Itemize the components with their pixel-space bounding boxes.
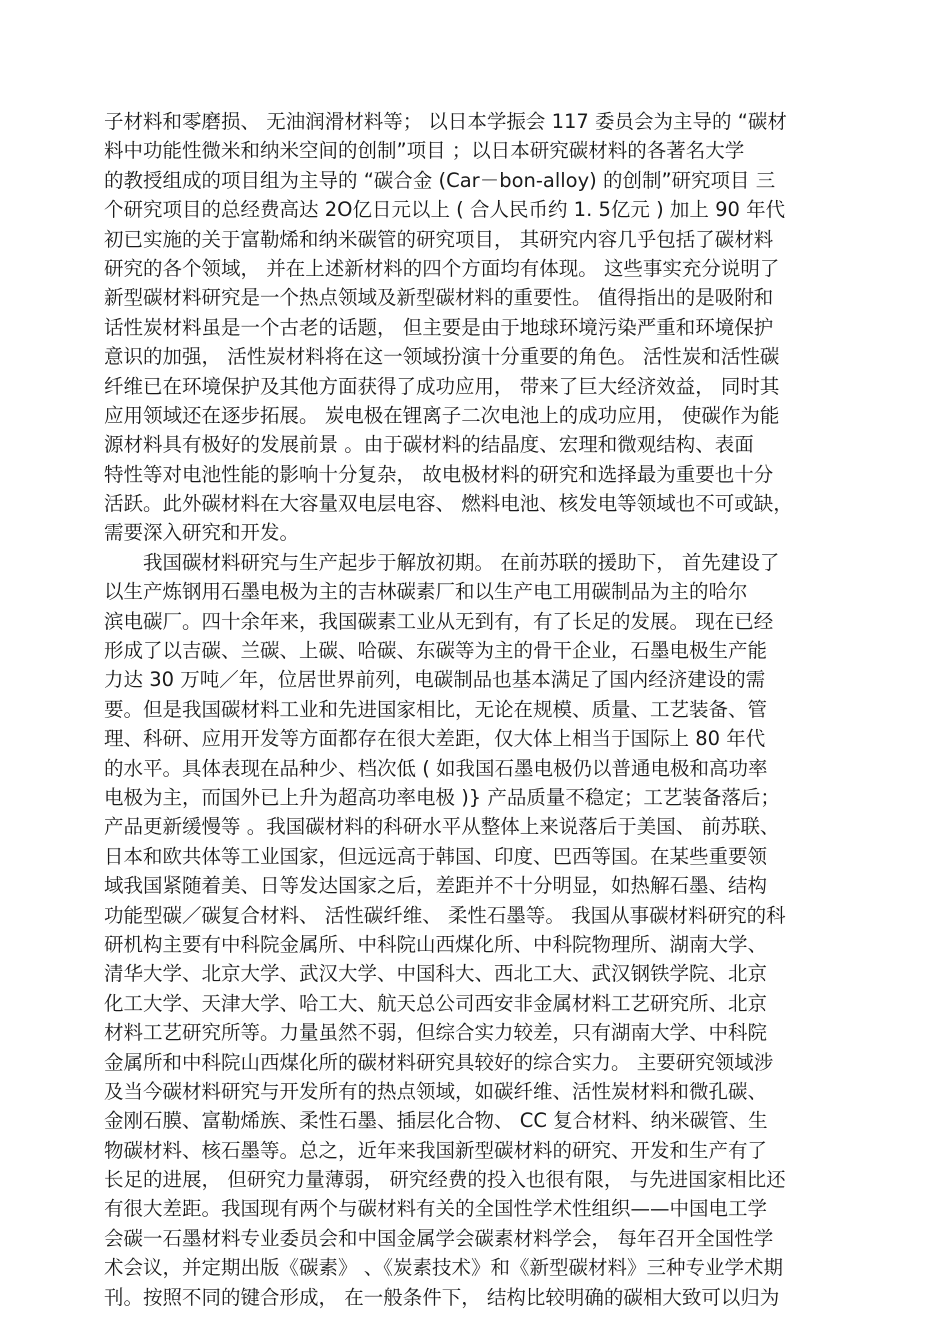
- text-line: 新型碳材料研究是一个热点领域及新型碳材料的重要性。 值得指出的是吸附和: [104, 286, 774, 310]
- text-line: 源材料具有极好的发展前景 。由于碳材料的结晶度、宏理和微观结构、表面: [104, 433, 754, 457]
- text-line: 需要深入研究和开发。: [104, 521, 300, 545]
- text-line: 研机构主要有中科院金属所、中科院山西煤化所、中科院物理所、湖南大学、: [104, 932, 768, 956]
- text-line: 意识的加强， 活性炭材料将在这一领域扮演十分重要的角色。 活性炭和活性碳: [104, 345, 780, 369]
- text-line: 产品更新缓慢等 。我国碳材料的科研水平从整体上来说落后于美国、 前苏联、: [104, 815, 780, 839]
- text-line: 化工大学、天津大学、哈工大、航天总公司西安非金属材料工艺研究所、北京: [104, 991, 768, 1015]
- text-line: 材料工艺研究所等。力量虽然不弱，但综合实力较差，只有湖南大学、中科院: [104, 1021, 768, 1045]
- paragraph-start-line: 我国碳材料研究与生产起步于解放初期。 在前苏联的援助下， 首先建设了: [104, 550, 780, 574]
- text-line: 的教授组成的项目组为主导的 “碳合金 (Car－bon-alloy) 的创制”研究项目 三: [104, 168, 776, 192]
- text-line: 长足的进展， 但研究力量薄弱， 研究经费的投入也很有限， 与先进国家相比还: [104, 1168, 786, 1192]
- text-line: 以生产炼钢用石墨电极为主的吉林碳素厂和以生产电工用碳制品为主的哈尔: [104, 580, 748, 604]
- text-line: 会碳一石墨材料专业委员会和中国金属学会碳素材料学会， 每年召开全国性学: [104, 1226, 774, 1250]
- text-line: 个研究项目的总经费高达 2O亿日元以上 ( 合人民币约 1. 5亿元 ) 加上 90 年代: [104, 198, 786, 222]
- text-line: 形成了以吉碳、兰碳、上碳、哈碳、东碳等为主的骨干企业，石墨电极生产能: [104, 639, 768, 663]
- text-line: 初已实施的关于富勒烯和纳米碳管的研究项目， 其研究内容几乎包括了碳材料: [104, 227, 774, 251]
- text-line: 日本和欧共体等工业国家，但远远高于韩国、印度、巴西等国。在某些重要领: [104, 844, 768, 868]
- text-line: 术会议，并定期出版《碳素》 、《炭素技术》和《新型碳材料》三种专业学术期: [104, 1256, 783, 1280]
- text-line: 活跃。此外碳材料在大容量双电层电容、 燃料电池、核发电等领域也不可或缺，: [104, 492, 793, 516]
- text-line: 金刚石膜、富勒烯族、柔性石墨、插层化合物、 CC 复合材料、纳米碳管、生: [104, 1109, 768, 1133]
- text-line: 域我国紧随着美、日等发达国家之后，差距并不十分明显，如热解石墨、结构: [104, 874, 768, 898]
- text-line: 的水平。具体表现在品种少、档次低 ( 如我国石墨电极仍以普通电极和高功率: [104, 756, 768, 780]
- text-line: 功能型碳／碳复合材料、 活性碳纤维、 柔性石墨等。 我国从事碳材料研究的科: [104, 903, 786, 927]
- text-line: 电极为主，而国外已上升为超高功率电极 )} 产品质量不稳定；工艺装备落后；: [104, 785, 780, 809]
- text-line: 清华大学、北京大学、武汉大学、中国科大、西北工大、武汉钢铁学院、北京: [104, 962, 768, 986]
- text-line: 金属所和中科院山西煤化所的碳材料研究具较好的综合实力。 主要研究领域涉: [104, 1050, 774, 1074]
- text-line: 话性炭材料虽是一个古老的话题， 但主要是由于地球环境污染严重和环境保护: [104, 315, 774, 339]
- text-line: 及当今碳材料研究与开发所有的热点领域，如碳纤维、活性炭材料和微孔碳、: [104, 1079, 768, 1103]
- text-line: 特性等对电池性能的影响十分复杂， 故电极材料的研究和选择最为重要也十分: [104, 462, 774, 486]
- text-line: 要。但是我国碳材料工业和先进国家相比，无论在规模、质量、工艺装备、管: [104, 697, 768, 721]
- text-line: 滨电碳厂。四十余年来，我国碳素工业从无到有，有了长足的发展。 现在已经: [104, 609, 774, 633]
- text-line: 力达 30 万吨／年，位居世界前列，电碳制品也基本满足了国内经济建设的需: [104, 668, 766, 692]
- text-line: 刊。按照不同的键合形成， 在一般条件下， 结构比较明确的碳相大致可以归为: [104, 1285, 780, 1309]
- text-line: 应用领域还在逐步拓展。 炭电极在锂离子二次电池上的成功应用， 使碳作为能: [104, 403, 780, 427]
- text-line: 研究的各个领域， 并在上述新材料的四个方面均有体现。 这些事实充分说明了: [104, 256, 780, 280]
- text-line: 理、科研、应用开发等方面都存在很大差距，仅大体上相当于国际上 80 年代: [104, 727, 766, 751]
- text-line: 纤维已在环境保护及其他方面获得了成功应用， 带来了巨大经济效益， 同时其: [104, 374, 780, 398]
- text-line: 物碳材料、核石墨等。总之，近年来我国新型碳材料的研究、开发和生产有了: [104, 1138, 768, 1162]
- text-line: 有很大差距。我国现有两个与碳材料有关的全国性学术性组织——中国电工学: [104, 1197, 768, 1221]
- text-line: 料中功能性微米和纳米空间的创制”项目 ；以日本研究碳材料的各著名大学: [104, 139, 745, 163]
- body-text: [104, 107, 844, 1312]
- text-line: 子材料和零磨损、 无油润滑材料等； 以日本学振会 117 委员会为主导的 “碳材: [104, 110, 787, 133]
